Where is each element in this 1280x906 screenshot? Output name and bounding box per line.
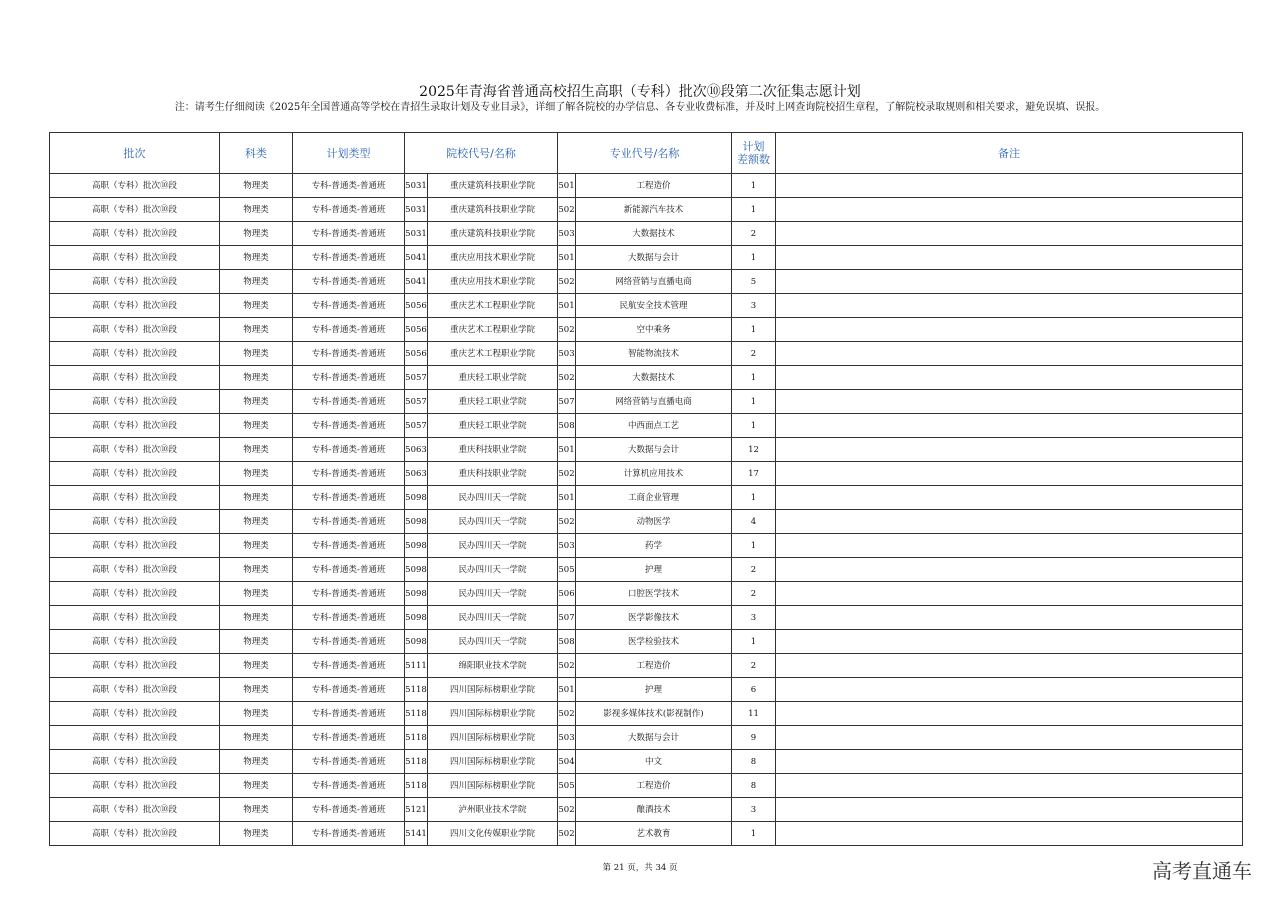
- cell-school-name: 民办四川天一学院: [428, 534, 558, 558]
- cell-shortfall: 1: [732, 246, 776, 270]
- table-row: [50, 654, 1243, 678]
- cell-shortfall: 3: [732, 294, 776, 318]
- cell-shortfall: 8: [732, 774, 776, 798]
- cell-major-name: 工程造价: [576, 174, 732, 198]
- cell-shortfall: 8: [732, 750, 776, 774]
- cell-school-name: 重庆轻工职业学院: [428, 390, 558, 414]
- cell-major-name: 大数据与会计: [576, 246, 732, 270]
- cell-plan-type: 专科-普通类-普通班: [293, 654, 405, 678]
- cell-subject: 物理类: [220, 198, 293, 222]
- cell-school-code: 5056: [405, 294, 428, 318]
- cell-plan-type: 专科-普通类-普通班: [293, 558, 405, 582]
- cell-school-name: 重庆科技职业学院: [428, 462, 558, 486]
- cell-remark: [776, 630, 1243, 654]
- cell-batch: 高职（专科）批次⑩段: [50, 174, 220, 198]
- cell-batch: 高职（专科）批次⑩段: [50, 198, 220, 222]
- cell-shortfall: 1: [732, 318, 776, 342]
- cell-batch: 高职（专科）批次⑩段: [50, 318, 220, 342]
- cell-remark: [776, 654, 1243, 678]
- table-row: [50, 414, 1243, 438]
- cell-batch: 高职（专科）批次⑩段: [50, 390, 220, 414]
- cell-subject: 物理类: [220, 438, 293, 462]
- cell-shortfall: 12: [732, 438, 776, 462]
- table-row: [50, 198, 1243, 222]
- cell-remark: [776, 174, 1243, 198]
- table-header-row: [50, 133, 1243, 174]
- cell-shortfall: 3: [732, 606, 776, 630]
- cell-school-code: 5118: [405, 678, 428, 702]
- cell-school-name: 重庆应用技术职业学院: [428, 246, 558, 270]
- cell-shortfall: 2: [732, 558, 776, 582]
- table-row: [50, 510, 1243, 534]
- cell-subject: 物理类: [220, 390, 293, 414]
- cell-school-code: 5121: [405, 798, 428, 822]
- cell-major-code: 502: [558, 198, 576, 222]
- cell-major-code: 503: [558, 222, 576, 246]
- cell-batch: 高职（专科）批次⑩段: [50, 798, 220, 822]
- cell-plan-type: 专科-普通类-普通班: [293, 438, 405, 462]
- cell-batch: 高职（专科）批次⑩段: [50, 606, 220, 630]
- cell-subject: 物理类: [220, 822, 293, 846]
- cell-remark: [776, 294, 1243, 318]
- cell-plan-type: 专科-普通类-普通班: [293, 270, 405, 294]
- cell-shortfall: 3: [732, 798, 776, 822]
- cell-shortfall: 2: [732, 342, 776, 366]
- cell-plan-type: 专科-普通类-普通班: [293, 342, 405, 366]
- cell-remark: [776, 798, 1243, 822]
- cell-batch: 高职（专科）批次⑩段: [50, 366, 220, 390]
- cell-remark: [776, 534, 1243, 558]
- cell-subject: 物理类: [220, 582, 293, 606]
- cell-plan-type: 专科-普通类-普通班: [293, 510, 405, 534]
- table-row: [50, 630, 1243, 654]
- cell-major-name: 智能物流技术: [576, 342, 732, 366]
- cell-major-name: 民航安全技术管理: [576, 294, 732, 318]
- cell-remark: [776, 462, 1243, 486]
- cell-school-code: 5056: [405, 318, 428, 342]
- table-row: [50, 318, 1243, 342]
- cell-subject: 物理类: [220, 534, 293, 558]
- cell-major-code: 508: [558, 630, 576, 654]
- page-footer: 第 21 页，共 34 页: [602, 863, 678, 873]
- cell-plan-type: 专科-普通类-普通班: [293, 702, 405, 726]
- cell-school-name: 民办四川天一学院: [428, 486, 558, 510]
- cell-major-code: 501: [558, 678, 576, 702]
- cell-school-name: 重庆轻工职业学院: [428, 414, 558, 438]
- cell-shortfall: 11: [732, 702, 776, 726]
- cell-remark: [776, 558, 1243, 582]
- table-row: [50, 798, 1243, 822]
- cell-school-code: 5118: [405, 726, 428, 750]
- cell-batch: 高职（专科）批次⑩段: [50, 702, 220, 726]
- cell-plan-type: 专科-普通类-普通班: [293, 726, 405, 750]
- header-subject: 科类: [220, 133, 293, 174]
- cell-school-code: 5111: [405, 654, 428, 678]
- cell-school-code: 5031: [405, 198, 428, 222]
- cell-plan-type: 专科-普通类-普通班: [293, 534, 405, 558]
- table-row: [50, 294, 1243, 318]
- cell-batch: 高职（专科）批次⑩段: [50, 462, 220, 486]
- cell-batch: 高职（专科）批次⑩段: [50, 270, 220, 294]
- cell-shortfall: 5: [732, 270, 776, 294]
- cell-batch: 高职（专科）批次⑩段: [50, 654, 220, 678]
- cell-subject: 物理类: [220, 558, 293, 582]
- cell-plan-type: 专科-普通类-普通班: [293, 222, 405, 246]
- cell-school-name: 四川国际标榜职业学院: [428, 702, 558, 726]
- cell-subject: 物理类: [220, 366, 293, 390]
- cell-subject: 物理类: [220, 342, 293, 366]
- cell-batch: 高职（专科）批次⑩段: [50, 582, 220, 606]
- cell-batch: 高职（专科）批次⑩段: [50, 534, 220, 558]
- cell-remark: [776, 582, 1243, 606]
- cell-school-code: 5098: [405, 582, 428, 606]
- cell-subject: 物理类: [220, 630, 293, 654]
- cell-school-name: 四川国际标榜职业学院: [428, 678, 558, 702]
- cell-remark: [776, 510, 1243, 534]
- table-row: [50, 726, 1243, 750]
- cell-shortfall: 1: [732, 822, 776, 846]
- cell-subject: 物理类: [220, 246, 293, 270]
- watermark-text: 高考直通车: [1152, 859, 1252, 883]
- cell-major-name: 工商企业管理: [576, 486, 732, 510]
- cell-major-name: 酿酒技术: [576, 798, 732, 822]
- cell-plan-type: 专科-普通类-普通班: [293, 366, 405, 390]
- cell-school-name: 重庆科技职业学院: [428, 438, 558, 462]
- table-row: [50, 558, 1243, 582]
- cell-school-code: 5041: [405, 246, 428, 270]
- cell-batch: 高职（专科）批次⑩段: [50, 438, 220, 462]
- cell-shortfall: 9: [732, 726, 776, 750]
- cell-school-name: 重庆艺术工程职业学院: [428, 294, 558, 318]
- cell-school-name: 重庆应用技术职业学院: [428, 270, 558, 294]
- cell-subject: 物理类: [220, 294, 293, 318]
- cell-major-name: 医学检验技术: [576, 630, 732, 654]
- cell-remark: [776, 822, 1243, 846]
- cell-major-code: 502: [558, 510, 576, 534]
- cell-major-code: 505: [558, 558, 576, 582]
- cell-school-code: 5056: [405, 342, 428, 366]
- cell-school-code: 5098: [405, 486, 428, 510]
- cell-major-name: 空中乘务: [576, 318, 732, 342]
- cell-remark: [776, 390, 1243, 414]
- cell-school-code: 5057: [405, 414, 428, 438]
- table-row: [50, 438, 1243, 462]
- cell-subject: 物理类: [220, 774, 293, 798]
- cell-batch: 高职（专科）批次⑩段: [50, 678, 220, 702]
- cell-school-code: 5118: [405, 702, 428, 726]
- cell-subject: 物理类: [220, 174, 293, 198]
- header-plan-type: 计划类型: [293, 133, 405, 174]
- cell-major-code: 507: [558, 606, 576, 630]
- cell-major-code: 501: [558, 246, 576, 270]
- cell-major-code: 503: [558, 534, 576, 558]
- header-remark: 备注: [776, 133, 1243, 174]
- header-shortfall-line2: 差额数: [737, 153, 770, 166]
- cell-major-name: 艺术教育: [576, 822, 732, 846]
- cell-school-name: 重庆艺术工程职业学院: [428, 342, 558, 366]
- cell-remark: [776, 198, 1243, 222]
- cell-remark: [776, 342, 1243, 366]
- cell-major-code: 504: [558, 750, 576, 774]
- cell-subject: 物理类: [220, 222, 293, 246]
- cell-batch: 高职（专科）批次⑩段: [50, 342, 220, 366]
- cell-subject: 物理类: [220, 702, 293, 726]
- cell-batch: 高职（专科）批次⑩段: [50, 726, 220, 750]
- cell-remark: [776, 222, 1243, 246]
- cell-remark: [776, 438, 1243, 462]
- cell-remark: [776, 702, 1243, 726]
- cell-batch: 高职（专科）批次⑩段: [50, 630, 220, 654]
- cell-major-name: 网络营销与直播电商: [576, 390, 732, 414]
- cell-major-name: 护理: [576, 558, 732, 582]
- cell-remark: [776, 366, 1243, 390]
- cell-major-name: 网络营销与直播电商: [576, 270, 732, 294]
- cell-major-code: 502: [558, 366, 576, 390]
- table-row: [50, 270, 1243, 294]
- cell-batch: 高职（专科）批次⑩段: [50, 774, 220, 798]
- cell-batch: 高职（专科）批次⑩段: [50, 222, 220, 246]
- header-school: 院校代号/名称: [405, 133, 558, 174]
- table-row: [50, 486, 1243, 510]
- cell-major-code: 502: [558, 702, 576, 726]
- cell-major-name: 中文: [576, 750, 732, 774]
- cell-shortfall: 1: [732, 198, 776, 222]
- cell-shortfall: 1: [732, 414, 776, 438]
- cell-major-code: 501: [558, 174, 576, 198]
- cell-school-code: 5141: [405, 822, 428, 846]
- table-row: [50, 462, 1243, 486]
- header-major: 专业代号/名称: [558, 133, 732, 174]
- cell-remark: [776, 750, 1243, 774]
- cell-major-name: 医学影像技术: [576, 606, 732, 630]
- cell-plan-type: 专科-普通类-普通班: [293, 294, 405, 318]
- plan-table: [49, 132, 1243, 846]
- cell-remark: [776, 678, 1243, 702]
- cell-school-code: 5098: [405, 534, 428, 558]
- cell-shortfall: 1: [732, 366, 776, 390]
- table-row: [50, 366, 1243, 390]
- cell-major-code: 503: [558, 342, 576, 366]
- cell-plan-type: 专科-普通类-普通班: [293, 630, 405, 654]
- plan-table-body: [50, 174, 1243, 846]
- cell-major-code: 502: [558, 798, 576, 822]
- cell-school-name: 重庆建筑科技职业学院: [428, 174, 558, 198]
- table-row: [50, 342, 1243, 366]
- cell-subject: 物理类: [220, 270, 293, 294]
- table-row: [50, 606, 1243, 630]
- cell-remark: [776, 774, 1243, 798]
- cell-subject: 物理类: [220, 654, 293, 678]
- cell-major-code: 503: [558, 726, 576, 750]
- document-title: 2025年青海省普通高校招生高职（专科）批次⑩段第二次征集志愿计划: [419, 84, 861, 100]
- cell-major-name: 中西面点工艺: [576, 414, 732, 438]
- cell-batch: 高职（专科）批次⑩段: [50, 246, 220, 270]
- header-shortfall: [732, 133, 776, 174]
- cell-remark: [776, 270, 1243, 294]
- document-note: 注：请考生仔细阅读《2025年全国普通高等学校在青招生录取计划及专业目录》，详细了解各院校的办学信息、各专业收费标准，并及时上网查询院校招生章程，了解院校录取规则和相关要求，避免误填、误报。: [174, 102, 1106, 113]
- table-row: [50, 534, 1243, 558]
- cell-plan-type: 专科-普通类-普通班: [293, 774, 405, 798]
- cell-plan-type: 专科-普通类-普通班: [293, 414, 405, 438]
- cell-school-code: 5057: [405, 390, 428, 414]
- cell-major-code: 508: [558, 414, 576, 438]
- cell-major-code: 501: [558, 486, 576, 510]
- cell-plan-type: 专科-普通类-普通班: [293, 678, 405, 702]
- cell-shortfall: 17: [732, 462, 776, 486]
- cell-major-name: 药学: [576, 534, 732, 558]
- cell-plan-type: 专科-普通类-普通班: [293, 582, 405, 606]
- cell-subject: 物理类: [220, 750, 293, 774]
- cell-plan-type: 专科-普通类-普通班: [293, 246, 405, 270]
- cell-remark: [776, 726, 1243, 750]
- cell-subject: 物理类: [220, 414, 293, 438]
- cell-batch: 高职（专科）批次⑩段: [50, 822, 220, 846]
- cell-school-code: 5041: [405, 270, 428, 294]
- cell-plan-type: 专科-普通类-普通班: [293, 318, 405, 342]
- cell-subject: 物理类: [220, 606, 293, 630]
- cell-batch: 高职（专科）批次⑩段: [50, 750, 220, 774]
- cell-major-code: 502: [558, 318, 576, 342]
- cell-school-code: 5098: [405, 606, 428, 630]
- cell-shortfall: 1: [732, 390, 776, 414]
- cell-school-code: 5118: [405, 774, 428, 798]
- cell-major-name: 口腔医学技术: [576, 582, 732, 606]
- cell-remark: [776, 606, 1243, 630]
- cell-school-name: 民办四川天一学院: [428, 582, 558, 606]
- cell-major-code: 502: [558, 462, 576, 486]
- cell-school-name: 民办四川天一学院: [428, 510, 558, 534]
- cell-shortfall: 1: [732, 630, 776, 654]
- cell-school-code: 5098: [405, 510, 428, 534]
- cell-batch: 高职（专科）批次⑩段: [50, 294, 220, 318]
- cell-shortfall: 2: [732, 222, 776, 246]
- cell-major-name: 大数据与会计: [576, 726, 732, 750]
- cell-plan-type: 专科-普通类-普通班: [293, 174, 405, 198]
- cell-school-name: 四川国际标榜职业学院: [428, 726, 558, 750]
- cell-school-code: 5031: [405, 174, 428, 198]
- table-row: [50, 822, 1243, 846]
- cell-major-name: 新能源汽车技术: [576, 198, 732, 222]
- cell-school-name: 民办四川天一学院: [428, 630, 558, 654]
- cell-shortfall: 6: [732, 678, 776, 702]
- cell-major-name: 动物医学: [576, 510, 732, 534]
- cell-batch: 高职（专科）批次⑩段: [50, 486, 220, 510]
- cell-shortfall: 1: [732, 174, 776, 198]
- cell-shortfall: 1: [732, 534, 776, 558]
- cell-subject: 物理类: [220, 726, 293, 750]
- cell-major-name: 影视多媒体技术(影视制作): [576, 702, 732, 726]
- table-row: [50, 750, 1243, 774]
- table-row: [50, 390, 1243, 414]
- cell-school-name: 重庆轻工职业学院: [428, 366, 558, 390]
- table-row: [50, 774, 1243, 798]
- cell-school-name: 泸州职业技术学院: [428, 798, 558, 822]
- cell-school-name: 民办四川天一学院: [428, 606, 558, 630]
- cell-shortfall: 2: [732, 582, 776, 606]
- cell-major-name: 护理: [576, 678, 732, 702]
- cell-plan-type: 专科-普通类-普通班: [293, 750, 405, 774]
- cell-shortfall: 4: [732, 510, 776, 534]
- cell-major-code: 501: [558, 438, 576, 462]
- table-row: [50, 246, 1243, 270]
- cell-major-name: 工程造价: [576, 774, 732, 798]
- cell-school-name: 四川文化传媒职业学院: [428, 822, 558, 846]
- table-row: [50, 174, 1243, 198]
- cell-shortfall: 1: [732, 486, 776, 510]
- cell-remark: [776, 414, 1243, 438]
- cell-plan-type: 专科-普通类-普通班: [293, 390, 405, 414]
- table-row: [50, 702, 1243, 726]
- cell-subject: 物理类: [220, 798, 293, 822]
- cell-subject: 物理类: [220, 678, 293, 702]
- cell-shortfall: 2: [732, 654, 776, 678]
- cell-remark: [776, 318, 1243, 342]
- cell-school-name: 重庆艺术工程职业学院: [428, 318, 558, 342]
- cell-plan-type: 专科-普通类-普通班: [293, 606, 405, 630]
- cell-school-name: 重庆建筑科技职业学院: [428, 198, 558, 222]
- cell-subject: 物理类: [220, 510, 293, 534]
- cell-school-code: 5118: [405, 750, 428, 774]
- cell-major-name: 大数据技术: [576, 222, 732, 246]
- cell-school-name: 民办四川天一学院: [428, 558, 558, 582]
- cell-school-name: 四川国际标榜职业学院: [428, 750, 558, 774]
- cell-plan-type: 专科-普通类-普通班: [293, 198, 405, 222]
- cell-school-name: 绵阳职业技术学院: [428, 654, 558, 678]
- cell-plan-type: 专科-普通类-普通班: [293, 798, 405, 822]
- cell-remark: [776, 246, 1243, 270]
- cell-plan-type: 专科-普通类-普通班: [293, 486, 405, 510]
- cell-school-code: 5098: [405, 558, 428, 582]
- cell-subject: 物理类: [220, 318, 293, 342]
- cell-school-code: 5031: [405, 222, 428, 246]
- cell-subject: 物理类: [220, 462, 293, 486]
- header-batch: 批次: [50, 133, 220, 174]
- cell-school-code: 5098: [405, 630, 428, 654]
- cell-school-name: 重庆建筑科技职业学院: [428, 222, 558, 246]
- cell-subject: 物理类: [220, 486, 293, 510]
- table-row: [50, 582, 1243, 606]
- cell-major-name: 大数据技术: [576, 366, 732, 390]
- cell-plan-type: 专科-普通类-普通班: [293, 462, 405, 486]
- table-row: [50, 222, 1243, 246]
- header-shortfall-line1: 计划: [742, 140, 765, 153]
- cell-batch: 高职（专科）批次⑩段: [50, 558, 220, 582]
- cell-major-name: 大数据与会计: [576, 438, 732, 462]
- cell-batch: 高职（专科）批次⑩段: [50, 414, 220, 438]
- cell-major-code: 502: [558, 654, 576, 678]
- cell-major-code: 505: [558, 774, 576, 798]
- cell-school-code: 5063: [405, 438, 428, 462]
- cell-major-code: 502: [558, 270, 576, 294]
- cell-major-code: 506: [558, 582, 576, 606]
- cell-major-name: 计算机应用技术: [576, 462, 732, 486]
- cell-school-name: 四川国际标榜职业学院: [428, 774, 558, 798]
- cell-school-code: 5063: [405, 462, 428, 486]
- cell-major-name: 工程造价: [576, 654, 732, 678]
- cell-major-code: 501: [558, 294, 576, 318]
- table-row: [50, 678, 1243, 702]
- cell-plan-type: 专科-普通类-普通班: [293, 822, 405, 846]
- cell-remark: [776, 486, 1243, 510]
- cell-batch: 高职（专科）批次⑩段: [50, 510, 220, 534]
- cell-school-code: 5057: [405, 366, 428, 390]
- cell-major-code: 502: [558, 822, 576, 846]
- cell-major-code: 507: [558, 390, 576, 414]
